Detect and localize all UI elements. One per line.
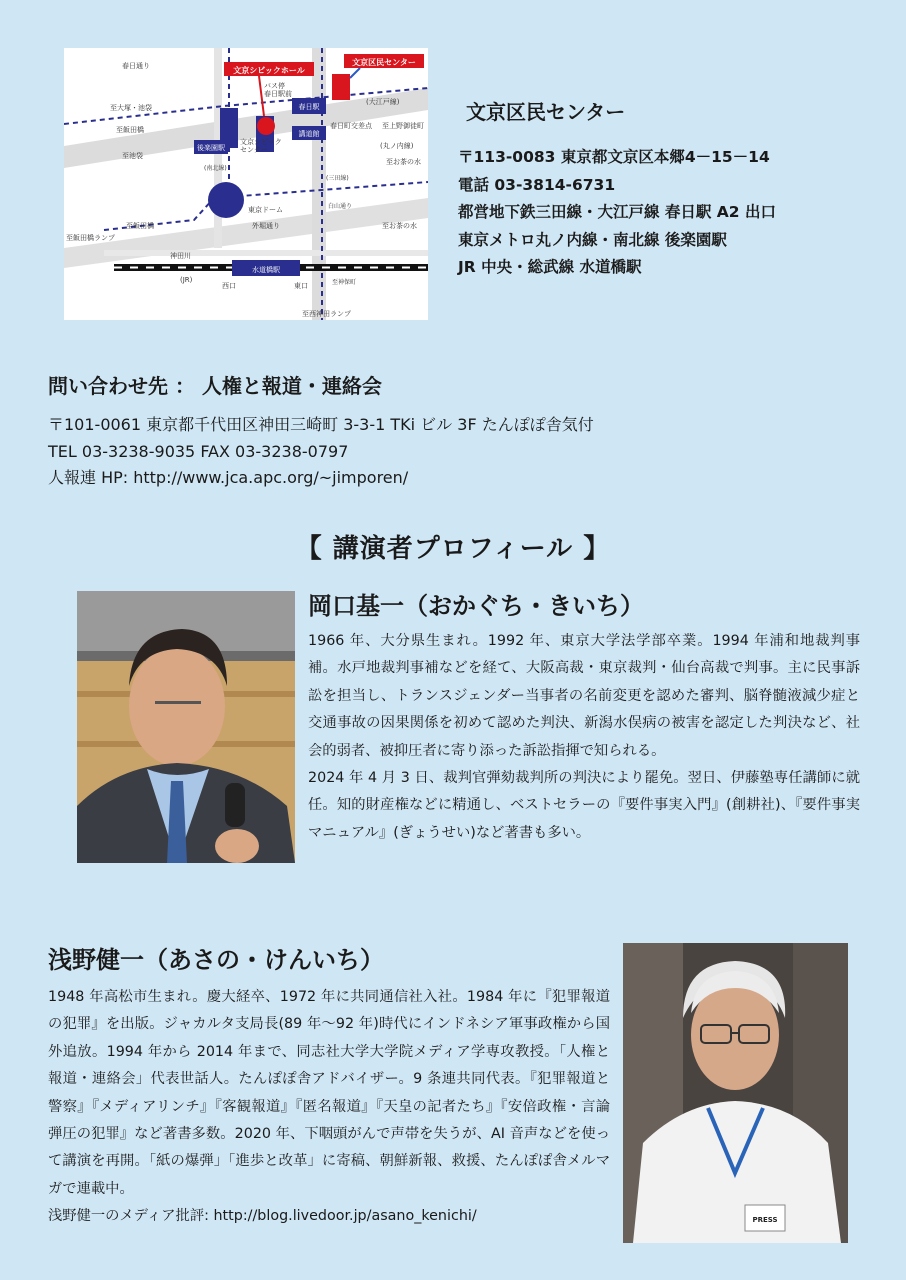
map-label-hakusan-dori: 白山通り xyxy=(328,203,353,210)
venue-access-jr: JR 中央・総武線 水道橋駅 xyxy=(458,258,642,276)
map-label-civic-center2: センター xyxy=(240,146,268,154)
profile-heading: 【 講演者プロフィール 】 xyxy=(295,534,611,564)
press-badge-label: PRESS xyxy=(752,1216,778,1224)
map-label-to-iidabashi2: 至飯田橋 xyxy=(126,222,154,230)
map-label-korakuen-station: 後楽園駅 xyxy=(197,144,225,152)
map-label-east-exit: 東口 xyxy=(294,282,308,290)
map-label-to-ochanomizu: 至お茶の水 xyxy=(386,158,421,166)
kumin-center-marker xyxy=(332,74,350,100)
venue-access-metro: 東京メトロ丸ノ内線・南北線 後楽園駅 xyxy=(458,230,727,249)
map-label-to-jimbocho: 至神保町 xyxy=(332,279,357,286)
map-label-kasuga-station: 春日駅 xyxy=(298,103,320,111)
venue-address: 〒113-0083 東京都文京区本郷4－15－14 xyxy=(458,148,770,166)
contact-tel-fax: TEL 03-3238-9035 FAX 03-3238-0797 xyxy=(48,441,349,461)
venue-details xyxy=(458,144,776,282)
map-label-kandagawa: 神田川 xyxy=(170,252,191,260)
speaker1-bio xyxy=(308,628,860,847)
speaker1-bio-paragraph: 1966 年、大分県生まれ。1992 年、東京大学法学部卒業。1994 年浦和地裁判事補。水戸地裁判事補などを経て、大阪高裁・東京裁判・仙台高裁で判事。主に民事訴訟を担当し、トランスジェンダー当事者の名前変更を認めた審判、脳脊髄液減少症と交通事故の因果関係を初めて認めた判決、新潟水俣病の被害を認定した判決など、社会的弱者、被抑圧者に寄り添った訴訟指揮で知られる。 xyxy=(308,633,860,759)
map-label-kodokan: 講道館 xyxy=(298,130,320,138)
speaker1-bio-paragraph: 2024 年 4 月 3 日、裁判官弾劾裁判所の判決により罷免。翌日、伊藤塾専任講師に就任。知的財産権などに精通し、ベストセラーの『要件事実入門』(創耕社)、『要件事実マニュアル』(ぎょうせい)など著書も多い。 xyxy=(308,770,860,841)
map-label-jr: (JR) xyxy=(180,276,193,284)
map-label-nanboku-line: (南北線) xyxy=(204,165,227,172)
contact-title: 問い合わせ先 ： 人権と報道・連絡会 xyxy=(48,374,382,398)
map-label-to-otsuka: 至大塚・池袋 xyxy=(110,104,152,112)
map-label-to-nishikanda: 至西神田ランプ xyxy=(302,310,351,318)
hakusan-dori-road xyxy=(312,48,326,320)
contact-details xyxy=(48,412,594,492)
map-label-kasugacho-crossing: 春日町交差点 xyxy=(330,122,372,130)
map-label-sotobori-dori: 外堀通り xyxy=(252,222,280,230)
venue-phone: 電話 03-3814-6731 xyxy=(458,175,616,194)
tokyo-dome-shape xyxy=(208,182,244,218)
map-label-kumin-center: 文京区民センター xyxy=(352,58,416,67)
access-map xyxy=(64,48,428,320)
civic-hall-marker xyxy=(257,117,275,135)
map-label-to-ochanomizu2: 至お茶の水 xyxy=(382,222,417,230)
map-label-civic-hall: 文京シビックホール xyxy=(233,66,305,75)
map-label-tokyo-dome: 東京ドーム xyxy=(248,206,283,214)
map-label-to-ikebukuro: 至池袋 xyxy=(122,152,143,160)
map-label-mita-line: (三田線) xyxy=(326,175,349,182)
contact-address: 〒101-0061 東京都千代田区神田三崎町 3-3-1 TKi ビル 3F たんぽぽ舎気付 xyxy=(48,415,594,434)
map-label-kasuga-dori: 春日通り xyxy=(122,62,150,70)
speaker1-name: 岡口基一（おかぐち・きいち） xyxy=(308,592,644,620)
map-label-bus-stop-name: 春日駅前 xyxy=(264,90,292,98)
map-label-to-kamiokachimachi: 至上野御徒町 xyxy=(382,122,424,130)
map-label-west-exit: 西口 xyxy=(222,282,236,290)
map-label-marunouchi-line: (丸ノ内線) xyxy=(380,142,414,150)
speaker2-name: 浅野健一（あさの・けんいち） xyxy=(48,946,384,974)
map-label-to-iidabashi: 至飯田橋 xyxy=(116,126,144,134)
contact-homepage-link[interactable]: 人報連 HP: http://www.jca.apc.org/~jimporen/ xyxy=(48,468,409,487)
speaker2-blog-link[interactable]: 浅野健一のメディア批評: http://blog.livedoor.jp/asano_kenichi/ xyxy=(48,1208,477,1225)
venue-name: 文京区民センター xyxy=(466,100,626,124)
map-label-ooedo-line: (大江戸線) xyxy=(366,98,400,106)
map-label-suidobashi-station: 水道橋駅 xyxy=(252,266,280,274)
map-label-to-iidabashi-ramp: 至飯田橋ランプ xyxy=(66,234,115,242)
venue-access-toei: 都営地下鉄三田線・大江戸線 春日駅 A2 出口 xyxy=(458,203,776,221)
speaker1-photo xyxy=(77,591,295,863)
map-label-bus-stop: バス停 xyxy=(264,82,285,90)
map-label-civic-center: 文京シビック xyxy=(240,138,282,146)
speaker2-bio xyxy=(48,984,610,1231)
speaker2-bio-paragraph: 1948 年高松市生まれ。慶大経卒、1972 年に共同通信社入社。1984 年に『犯罪報道の犯罪』を出版。ジャカルタ支局長(89 年～92 年)時代にインドネシア軍事政権から国外追放。1994 年から 2014 年まで、同志社大学大学院メディア学専攻教授。「人権と報道・連絡会」代表世話人。たんぽぽ舎アドバイザー。9 条連共同代表。『犯罪報道と警察』『メディアリンチ』『客観報道』『匿名報道』『天皇の記者たち』『安倍政権・言論弾圧の犯罪』など著書多数。2020 年、下咽頭がんで声帯を失うが、AI 音声などを使って講演を再開。「紙の爆弾」「進歩と改革」に寄稿、朝鮮新報、救援、たんぽぽ舎メルマガで連載中。 xyxy=(48,989,610,1197)
speaker2-photo xyxy=(623,943,848,1243)
